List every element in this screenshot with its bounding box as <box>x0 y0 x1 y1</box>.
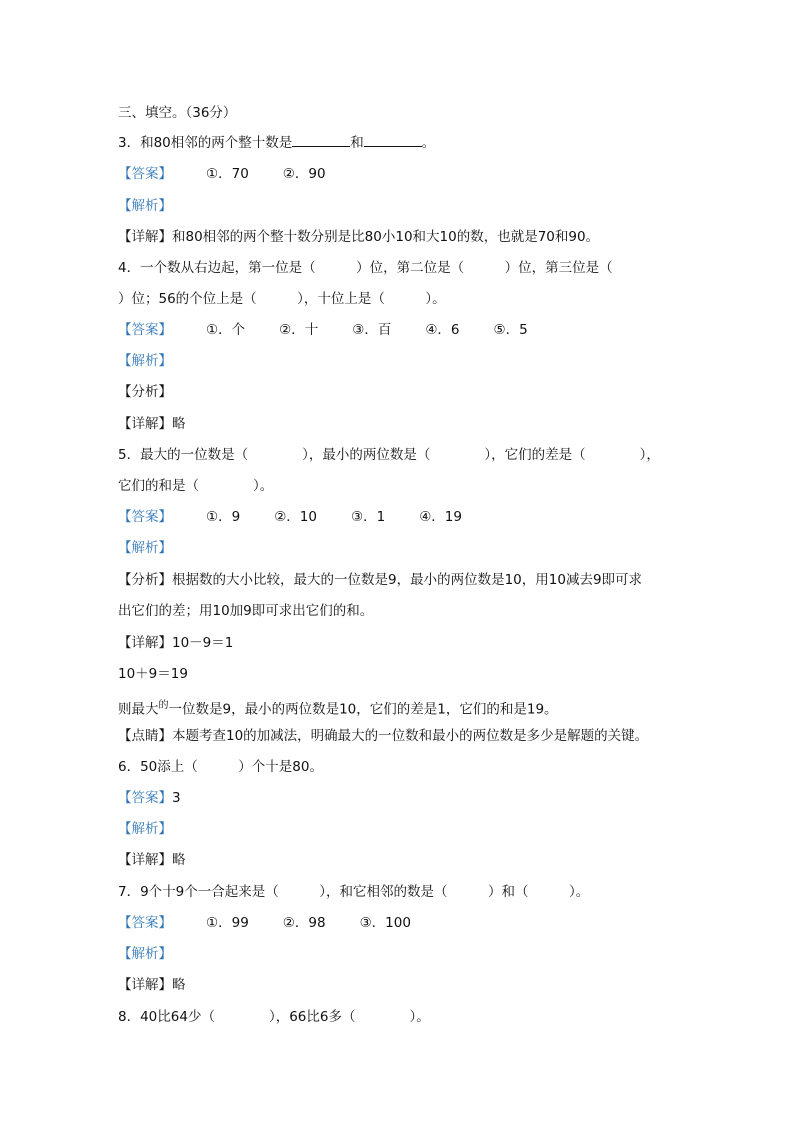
answer-item: ①．9 <box>206 509 241 525</box>
answer-blank <box>292 134 350 147</box>
answer-item: ③．百 <box>352 322 392 338</box>
document-line: 【详解】略 <box>118 977 186 993</box>
document-line: 三、填空。（36分） <box>118 105 237 121</box>
answer-item: ④．6 <box>425 322 460 338</box>
answer-label: 【答案】 <box>118 915 172 931</box>
question-text: 和 <box>350 135 364 151</box>
document-line <box>118 945 172 963</box>
analysis-label: 【解析】 <box>118 353 172 369</box>
document-line: 【详解】10－9＝1 <box>118 635 234 651</box>
document-line: ）位；56的个位上是（ ），十位上是（ ）。 <box>118 291 446 307</box>
document-line <box>118 539 172 557</box>
question-text: 。 <box>421 135 436 151</box>
answer-item: ①．个 <box>206 322 246 338</box>
document-line: 6．50添上（ ）个十是80。 <box>118 759 323 775</box>
document-line: 5．最大的一位数是（ ），最小的两位数是（ ），它们的差是（ ）， <box>118 447 660 463</box>
analysis-label: 【解析】 <box>118 946 172 962</box>
document-line: 【分析】 <box>118 384 172 400</box>
document-line: 4．一个数从右边起，第一位是（ ）位，第二位是（ ）位，第三位是（ <box>118 260 613 276</box>
answer-blank <box>364 134 422 147</box>
document-line <box>118 789 181 807</box>
superscript-text: 的 <box>158 700 169 711</box>
document-line <box>118 134 435 152</box>
answer-item: ②．10 <box>274 509 317 525</box>
document-line <box>118 197 172 215</box>
document-line <box>118 820 172 838</box>
answer-value: 3 <box>172 790 181 806</box>
document-line <box>118 352 172 370</box>
analysis-label: 【解析】 <box>118 540 172 556</box>
answer-item: ⑤．5 <box>493 322 528 338</box>
document-line: 10＋9＝19 <box>118 666 188 682</box>
answer-item: ①．70 <box>206 166 249 182</box>
answer-item: ②．90 <box>282 166 326 182</box>
document-line: 【详解】略 <box>118 416 186 432</box>
document-line <box>118 914 411 932</box>
document-line: 【分析】根据数的大小比较，最大的一位数是9，最小的两位数是10，用10减去9即可求 <box>118 572 643 588</box>
document-line: 【详解】和80相邻的两个整十数分别是比80小10和大10的数，也就是70和90。 <box>118 229 600 245</box>
document-line: 它们的和是（ ）。 <box>118 478 274 494</box>
answer-label: 【答案】 <box>118 322 172 338</box>
answer-label: 【答案】 <box>118 790 172 806</box>
document-line <box>118 321 528 339</box>
analysis-label: 【解析】 <box>118 198 172 214</box>
answer-item: ④．19 <box>419 509 462 525</box>
answer-label: 【答案】 <box>118 509 172 525</box>
document-line <box>118 165 326 183</box>
document-line: 【点睛】本题考查10的加减法，明确最大的一位数和最小的两位数是多少是解题的关键。 <box>118 728 649 744</box>
document-line <box>118 697 558 719</box>
document-line: 7．9个十9个一合起来是（ ），和它相邻的数是（ ）和（ ）。 <box>118 884 590 900</box>
detail-text: 则最大 <box>118 701 159 718</box>
answer-item: ②．十 <box>279 322 319 338</box>
analysis-label: 【解析】 <box>118 821 172 837</box>
answer-item: ③．100 <box>359 915 411 931</box>
question-text: 3．和80相邻的两个整十数是 <box>118 135 293 151</box>
document-line: 8．40比64少（ ），66比6多（ ）。 <box>118 1009 430 1025</box>
answer-item: ①．99 <box>206 915 249 931</box>
document-line <box>118 508 462 526</box>
answer-item: ②．98 <box>282 915 326 931</box>
document-line: 出它们的差；用10加9即可求出它们的和。 <box>118 603 374 619</box>
answer-item: ③．1 <box>350 509 386 525</box>
answer-label: 【答案】 <box>118 166 172 182</box>
document-line: 【详解】略 <box>118 852 186 868</box>
detail-text: 一位数是9，最小的两位数是10，它们的差是1，它们的和是19。 <box>168 701 558 718</box>
